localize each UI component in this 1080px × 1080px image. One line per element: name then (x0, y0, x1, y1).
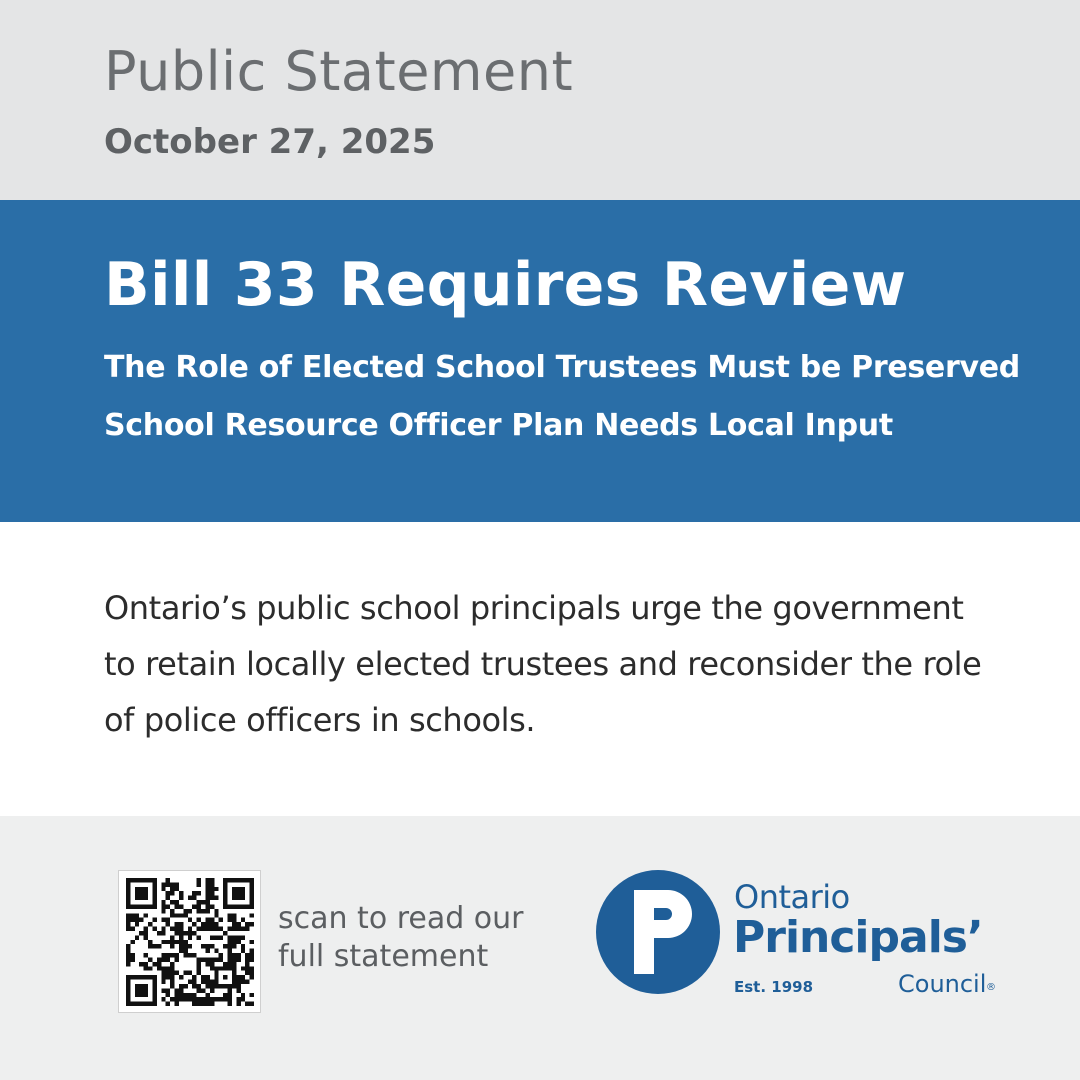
statement-summary (104, 580, 1004, 748)
logo-text-council: Council (898, 970, 987, 998)
summary-line: Ontario’s public school principals urge the government (104, 589, 964, 627)
scan-line: full statement (278, 939, 489, 974)
summary-line: to retain locally elected trustees and reconsider the role (104, 645, 982, 683)
registered-mark: ® (986, 982, 996, 993)
qr-code-graphic (126, 878, 254, 1006)
subheadline-trustees: The Role of Elected School Trustees Must be Preserved (104, 350, 1020, 385)
logo-text-ontario: Ontario (734, 878, 850, 916)
statement-kicker: Public Statement (104, 40, 574, 103)
subheadline-resource-officer: School Resource Officer Plan Needs Local Input (104, 408, 893, 443)
footer-section (0, 816, 1080, 1080)
scan-line: scan to read our (278, 901, 524, 936)
logo-established: Est. 1998 (734, 978, 814, 996)
scan-instruction (278, 900, 524, 976)
summary-line: of police officers in schools. (104, 701, 536, 739)
headline: Bill 33 Requires Review (104, 250, 907, 320)
header-section (0, 0, 1080, 200)
logo-text-principals: Principals’ (733, 912, 983, 963)
statement-date: October 27, 2025 (104, 122, 436, 162)
qr-code-icon[interactable] (118, 870, 261, 1013)
headline-banner (0, 200, 1080, 522)
letter-p-logo-icon (596, 870, 720, 994)
